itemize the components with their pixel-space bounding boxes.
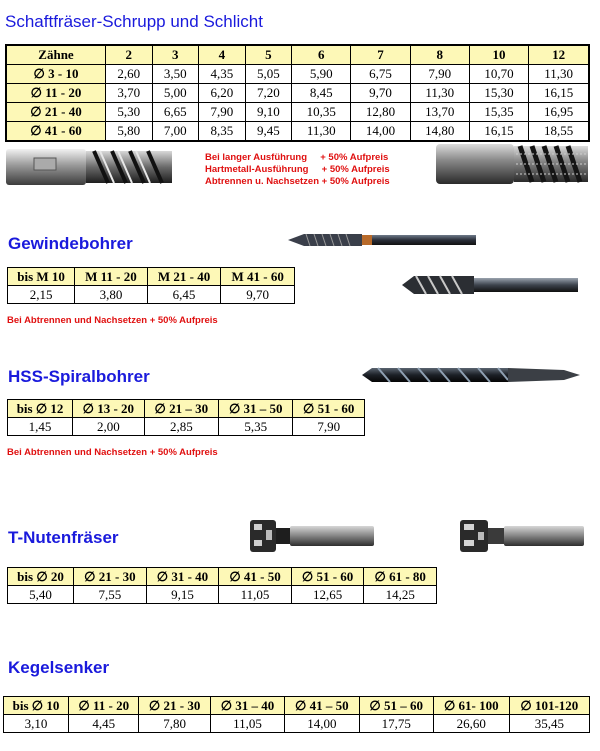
- header-cell: M 21 - 40: [147, 268, 221, 286]
- value-cell: 17,75: [359, 715, 433, 733]
- header-cell: ∅ 21 - 30: [139, 697, 210, 715]
- header-cell: ∅ 101-120: [509, 697, 589, 715]
- header-cell: bis M 10: [8, 268, 75, 286]
- value-cell: 5,40: [8, 586, 74, 604]
- value-cell: 7,80: [139, 715, 210, 733]
- table-row: [6, 122, 589, 142]
- table-row: [8, 418, 365, 436]
- value-cell: 9,10: [245, 103, 292, 122]
- value-cell: 4,45: [69, 715, 139, 733]
- header-cell: 2: [106, 45, 153, 65]
- value-cell: 7,90: [293, 418, 365, 436]
- value-cell: 9,70: [221, 286, 295, 304]
- value-cell: 16,15: [529, 84, 589, 103]
- value-cell: 16,95: [529, 103, 589, 122]
- gewinde-note: Bei Abtrennen und Nachsetzen + 50% Aufpreis: [7, 315, 218, 326]
- schaft-notes: [205, 152, 405, 188]
- t-slot-cutter-image-1: [246, 516, 378, 556]
- tap-image-1: [284, 228, 480, 252]
- kegel-title: Kegelsenker: [8, 658, 110, 677]
- note-line: Hartmetall-Ausführung + 50% Aufpreis: [205, 164, 390, 175]
- value-cell: 14,80: [410, 122, 469, 142]
- value-cell: 4,35: [199, 65, 246, 84]
- end-mill-image: [4, 146, 176, 188]
- header-cell: ∅ 13 - 20: [73, 400, 144, 418]
- value-cell: 5,05: [245, 65, 292, 84]
- row-label: ∅ 3 - 10: [6, 65, 106, 84]
- value-cell: 9,45: [245, 122, 292, 142]
- value-cell: 11,30: [410, 84, 469, 103]
- value-cell: 5,90: [292, 65, 351, 84]
- header-cell: 6: [292, 45, 351, 65]
- value-cell: 12,80: [351, 103, 410, 122]
- value-cell: 7,20: [245, 84, 292, 103]
- value-cell: 6,20: [199, 84, 246, 103]
- header-cell: 12: [529, 45, 589, 65]
- header-cell: ∅ 31 – 50: [219, 400, 293, 418]
- value-cell: 2,60: [106, 65, 153, 84]
- value-cell: 3,50: [152, 65, 199, 84]
- value-cell: 7,90: [199, 103, 246, 122]
- table-row: [6, 103, 589, 122]
- row-label: ∅ 41 - 60: [6, 122, 106, 142]
- row-label: ∅ 21 - 40: [6, 103, 106, 122]
- value-cell: 3,70: [106, 84, 153, 103]
- value-cell: 8,35: [199, 122, 246, 142]
- t-slot-cutter-image-2: [456, 516, 588, 556]
- header-cell: ∅ 61 - 80: [364, 568, 437, 586]
- table-header-row: [8, 268, 295, 286]
- value-cell: 8,45: [292, 84, 351, 103]
- value-cell: 16,15: [469, 122, 528, 142]
- twist-drill-image: [358, 362, 584, 388]
- header-cell: Zähne: [6, 45, 106, 65]
- tnut-title: T-Nutenfräser: [8, 528, 119, 547]
- note-line: Abtrennen u. Nachsetzen + 50% Aufpreis: [205, 176, 390, 187]
- header-cell: bis ∅ 20: [8, 568, 74, 586]
- value-cell: 7,00: [152, 122, 199, 142]
- value-cell: 11,30: [529, 65, 589, 84]
- value-cell: 3,80: [75, 286, 148, 304]
- value-cell: 15,35: [469, 103, 528, 122]
- header-cell: 7: [351, 45, 410, 65]
- table-header-row: [6, 45, 589, 65]
- row-label: ∅ 11 - 20: [6, 84, 106, 103]
- value-cell: 5,80: [106, 122, 153, 142]
- value-cell: 5,00: [152, 84, 199, 103]
- value-cell: 10,70: [469, 65, 528, 84]
- header-cell: 5: [245, 45, 292, 65]
- header-cell: bis ∅ 10: [4, 697, 69, 715]
- value-cell: 7,90: [410, 65, 469, 84]
- kegel-table: [3, 696, 590, 733]
- table-row: [4, 715, 590, 733]
- table-header-row: [4, 697, 590, 715]
- hss-table: [7, 399, 365, 436]
- tnut-table: [7, 567, 437, 604]
- value-cell: 6,65: [152, 103, 199, 122]
- header-cell: ∅ 41 – 50: [285, 697, 359, 715]
- value-cell: 12,65: [291, 586, 364, 604]
- header-cell: bis ∅ 12: [8, 400, 73, 418]
- value-cell: 14,00: [285, 715, 359, 733]
- header-cell: ∅ 11 - 20: [69, 697, 139, 715]
- header-cell: ∅ 31 - 40: [146, 568, 219, 586]
- value-cell: 2,85: [144, 418, 218, 436]
- value-cell: 9,70: [351, 84, 410, 103]
- note-line: Bei langer Ausführung + 50% Aufpreis: [205, 152, 389, 163]
- hss-title: HSS-Spiralbohrer: [8, 367, 150, 386]
- header-cell: M 11 - 20: [75, 268, 148, 286]
- value-cell: 13,70: [410, 103, 469, 122]
- table-header-row: [8, 400, 365, 418]
- hss-note: Bei Abtrennen und Nachsetzen + 50% Aufpreis: [7, 447, 218, 458]
- value-cell: 1,45: [8, 418, 73, 436]
- value-cell: 10,35: [292, 103, 351, 122]
- header-cell: ∅ 21 - 30: [74, 568, 147, 586]
- roughing-end-mill-image: [432, 140, 592, 188]
- gewinde-title: Gewindebohrer: [8, 234, 133, 253]
- header-cell: ∅ 61- 100: [433, 697, 509, 715]
- value-cell: 14,00: [351, 122, 410, 142]
- value-cell: 15,30: [469, 84, 528, 103]
- value-cell: 11,05: [210, 715, 284, 733]
- header-cell: 4: [199, 45, 246, 65]
- value-cell: 14,25: [364, 586, 437, 604]
- table-row: [8, 586, 437, 604]
- value-cell: 6,45: [147, 286, 221, 304]
- header-cell: 10: [469, 45, 528, 65]
- header-cell: ∅ 51 - 60: [293, 400, 365, 418]
- table-row: [6, 84, 589, 103]
- header-cell: ∅ 51 – 60: [359, 697, 433, 715]
- value-cell: 2,15: [8, 286, 75, 304]
- header-cell: M 41 - 60: [221, 268, 295, 286]
- header-cell: ∅ 41 - 50: [219, 568, 292, 586]
- value-cell: 5,35: [219, 418, 293, 436]
- gewinde-table: [7, 267, 295, 304]
- value-cell: 6,75: [351, 65, 410, 84]
- value-cell: 7,55: [74, 586, 147, 604]
- value-cell: 9,15: [146, 586, 219, 604]
- schaft-table: [5, 44, 590, 142]
- value-cell: 11,30: [292, 122, 351, 142]
- table-row: [6, 65, 589, 84]
- table-row: [8, 286, 295, 304]
- header-cell: 3: [152, 45, 199, 65]
- value-cell: 35,45: [509, 715, 589, 733]
- value-cell: 2,00: [73, 418, 144, 436]
- value-cell: 18,55: [529, 122, 589, 142]
- schaft-title: Schaftfräser-Schrupp und Schlicht: [5, 12, 263, 31]
- header-cell: 8: [410, 45, 469, 65]
- value-cell: 5,30: [106, 103, 153, 122]
- header-cell: ∅ 31 – 40: [210, 697, 284, 715]
- value-cell: 11,05: [219, 586, 292, 604]
- table-header-row: [8, 568, 437, 586]
- header-cell: ∅ 21 – 30: [144, 400, 218, 418]
- header-cell: ∅ 51 - 60: [291, 568, 364, 586]
- value-cell: 3,10: [4, 715, 69, 733]
- tap-image-2: [398, 270, 582, 300]
- value-cell: 26,60: [433, 715, 509, 733]
